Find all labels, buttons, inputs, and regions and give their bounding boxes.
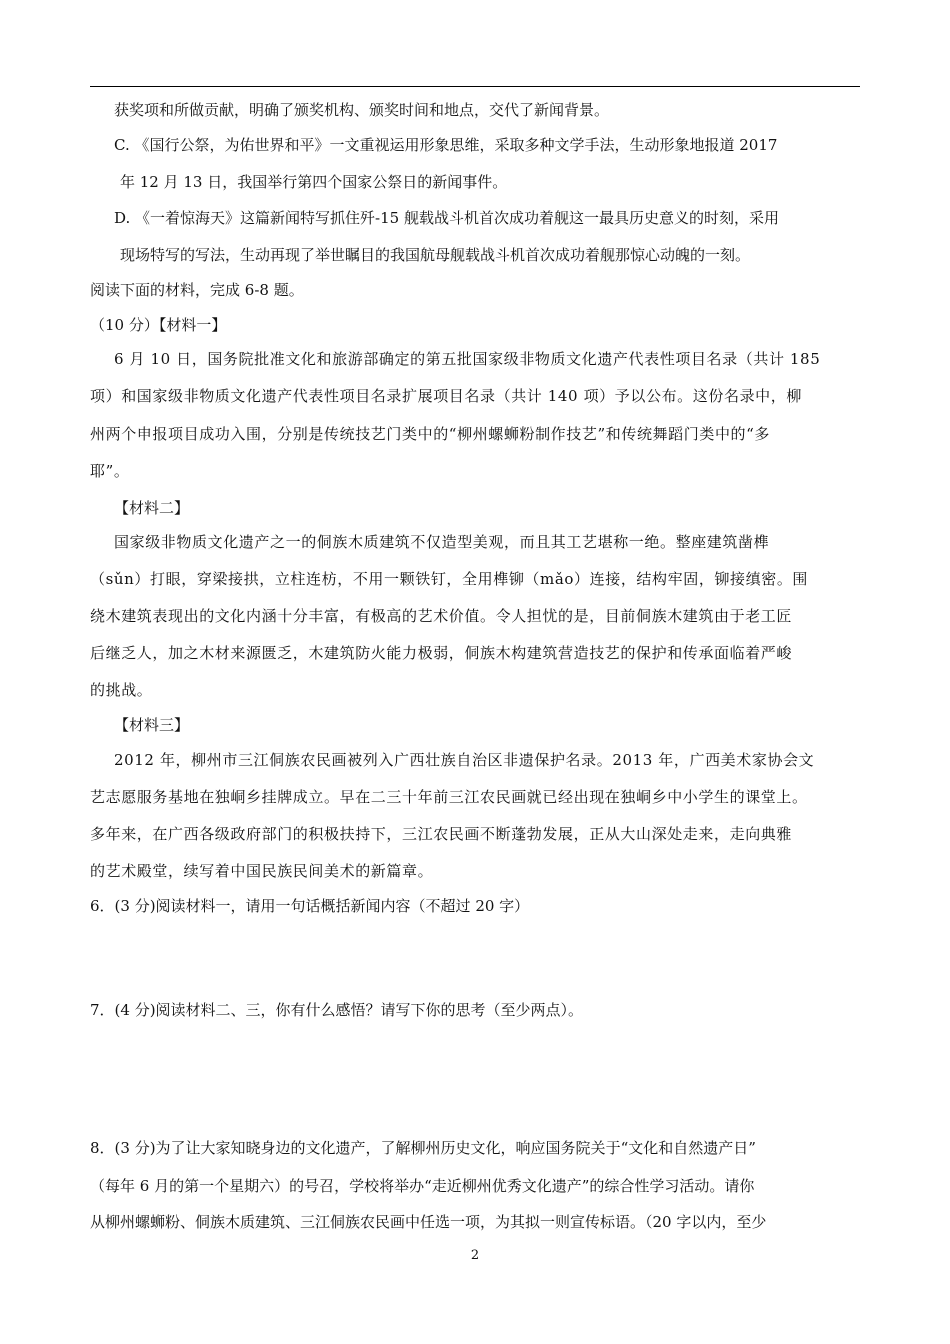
option-c-line2: 年 12 月 13 日，我国举行第四个国家公祭日的新闻事件。 bbox=[120, 173, 508, 191]
option-b-tail: 获奖项和所做贡献，明确了颁奖机构、颁奖时间和地点，交代了新闻背景。 bbox=[114, 101, 610, 119]
material3-line: 2012 年，柳州市三江侗族农民画被列入广西壮族自治区非遗保护名录。2013 年，广西美术家协会文 bbox=[114, 751, 815, 769]
question-6: 6．(3 分)阅读材料一，请用一句话概括新闻内容（不超过 20 字） bbox=[90, 897, 530, 915]
option-d-line2: 现场特写的写法，生动再现了举世瞩目的我国航母舰载战斗机首次成功着舰那惊心动魄的一刻。 bbox=[120, 246, 751, 264]
reading-instruction: 阅读下面的材料，完成 6-8 题。 bbox=[90, 281, 304, 299]
material1-line: 项）和国家级非物质文化遗产代表性项目名录扩展项目名录（共计 140 项）予以公布。这份名录中，柳 bbox=[90, 387, 802, 405]
material1-line: 6 月 10 日，国务院批准文化和旅游部确定的第五批国家级非物质文化遗产代表性项目名录（共计 185 bbox=[114, 350, 821, 368]
question-8-line2: （每年 6 月的第一个星期六）的号召，学校将举办“走近柳州优秀文化遗产”的综合性学习活动。请你 bbox=[90, 1177, 755, 1195]
question-8-line1: 8．(3 分)为了让大家知晓身边的文化遗产，了解柳州历史文化，响应国务院关于“文化和自然遗产日” bbox=[90, 1139, 756, 1157]
option-d-line1: D. 《一着惊海天》这篇新闻特写抓住歼-15 舰载战斗机首次成功着舰这一最具历史意义的时刻，采用 bbox=[114, 209, 779, 227]
material3-line: 艺志愿服务基地在独峒乡挂牌成立。早在二三十年前三江农民画就已经出现在独峒乡中小学生的课堂上。 bbox=[90, 788, 808, 806]
question-8-line3: 从柳州螺蛳粉、侗族木质建筑、三江侗族农民画中任选一项，为其拟一则宣传标语。（20 字以内，至少 bbox=[90, 1213, 767, 1231]
material2-line: 后继乏人，加之木材来源匮乏，木建筑防火能力极弱，侗族木构建筑营造技艺的保护和传承面临着严峻 bbox=[90, 644, 793, 662]
material2-header: 【材料二】 bbox=[114, 499, 190, 517]
header-rule bbox=[90, 86, 860, 87]
material3-line: 多年来，在广西各级政府部门的积极扶持下，三江农民画不断蓬勃发展，正从大山深处走来，走向典雅 bbox=[90, 825, 793, 843]
material1-line: 耶”。 bbox=[90, 462, 130, 480]
option-c-line1: C. 《国行公祭，为佑世界和平》一文重视运用形象思维，采取多种文学手法，生动形象地报道 2017 bbox=[114, 136, 778, 154]
material1-header: （10 分）【材料一】 bbox=[90, 316, 227, 334]
question-7: 7．(4 分)阅读材料二、三，你有什么感悟？请写下你的思考（至少两点）。 bbox=[90, 1001, 584, 1019]
material3-header: 【材料三】 bbox=[114, 716, 190, 734]
material2-line: 绕木建筑表现出的文化内涵十分丰富，有极高的艺术价值。令人担忧的是，目前侗族木建筑由于老工匠 bbox=[90, 607, 793, 625]
material3-line: 的艺术殿堂，续写着中国民族民间美术的新篇章。 bbox=[90, 862, 434, 880]
material1-line: 州两个申报项目成功入围，分别是传统技艺门类中的“柳州螺蛳粉制作技艺”和传统舞蹈门类中的“多 bbox=[90, 425, 771, 443]
page-number: 2 bbox=[470, 1248, 480, 1263]
material2-line: 的挑战。 bbox=[90, 681, 153, 699]
material2-line: 国家级非物质文化遗产之一的侗族木质建筑不仅造型美观，而且其工艺堪称一绝。整座建筑凿榫 bbox=[114, 533, 770, 551]
material2-line: （sǔn）打眼，穿梁接拱，立柱连枋，不用一颗铁钉，全用榫铆（mǎo）连接，结构牢固，铆接缜密。围 bbox=[90, 570, 809, 588]
